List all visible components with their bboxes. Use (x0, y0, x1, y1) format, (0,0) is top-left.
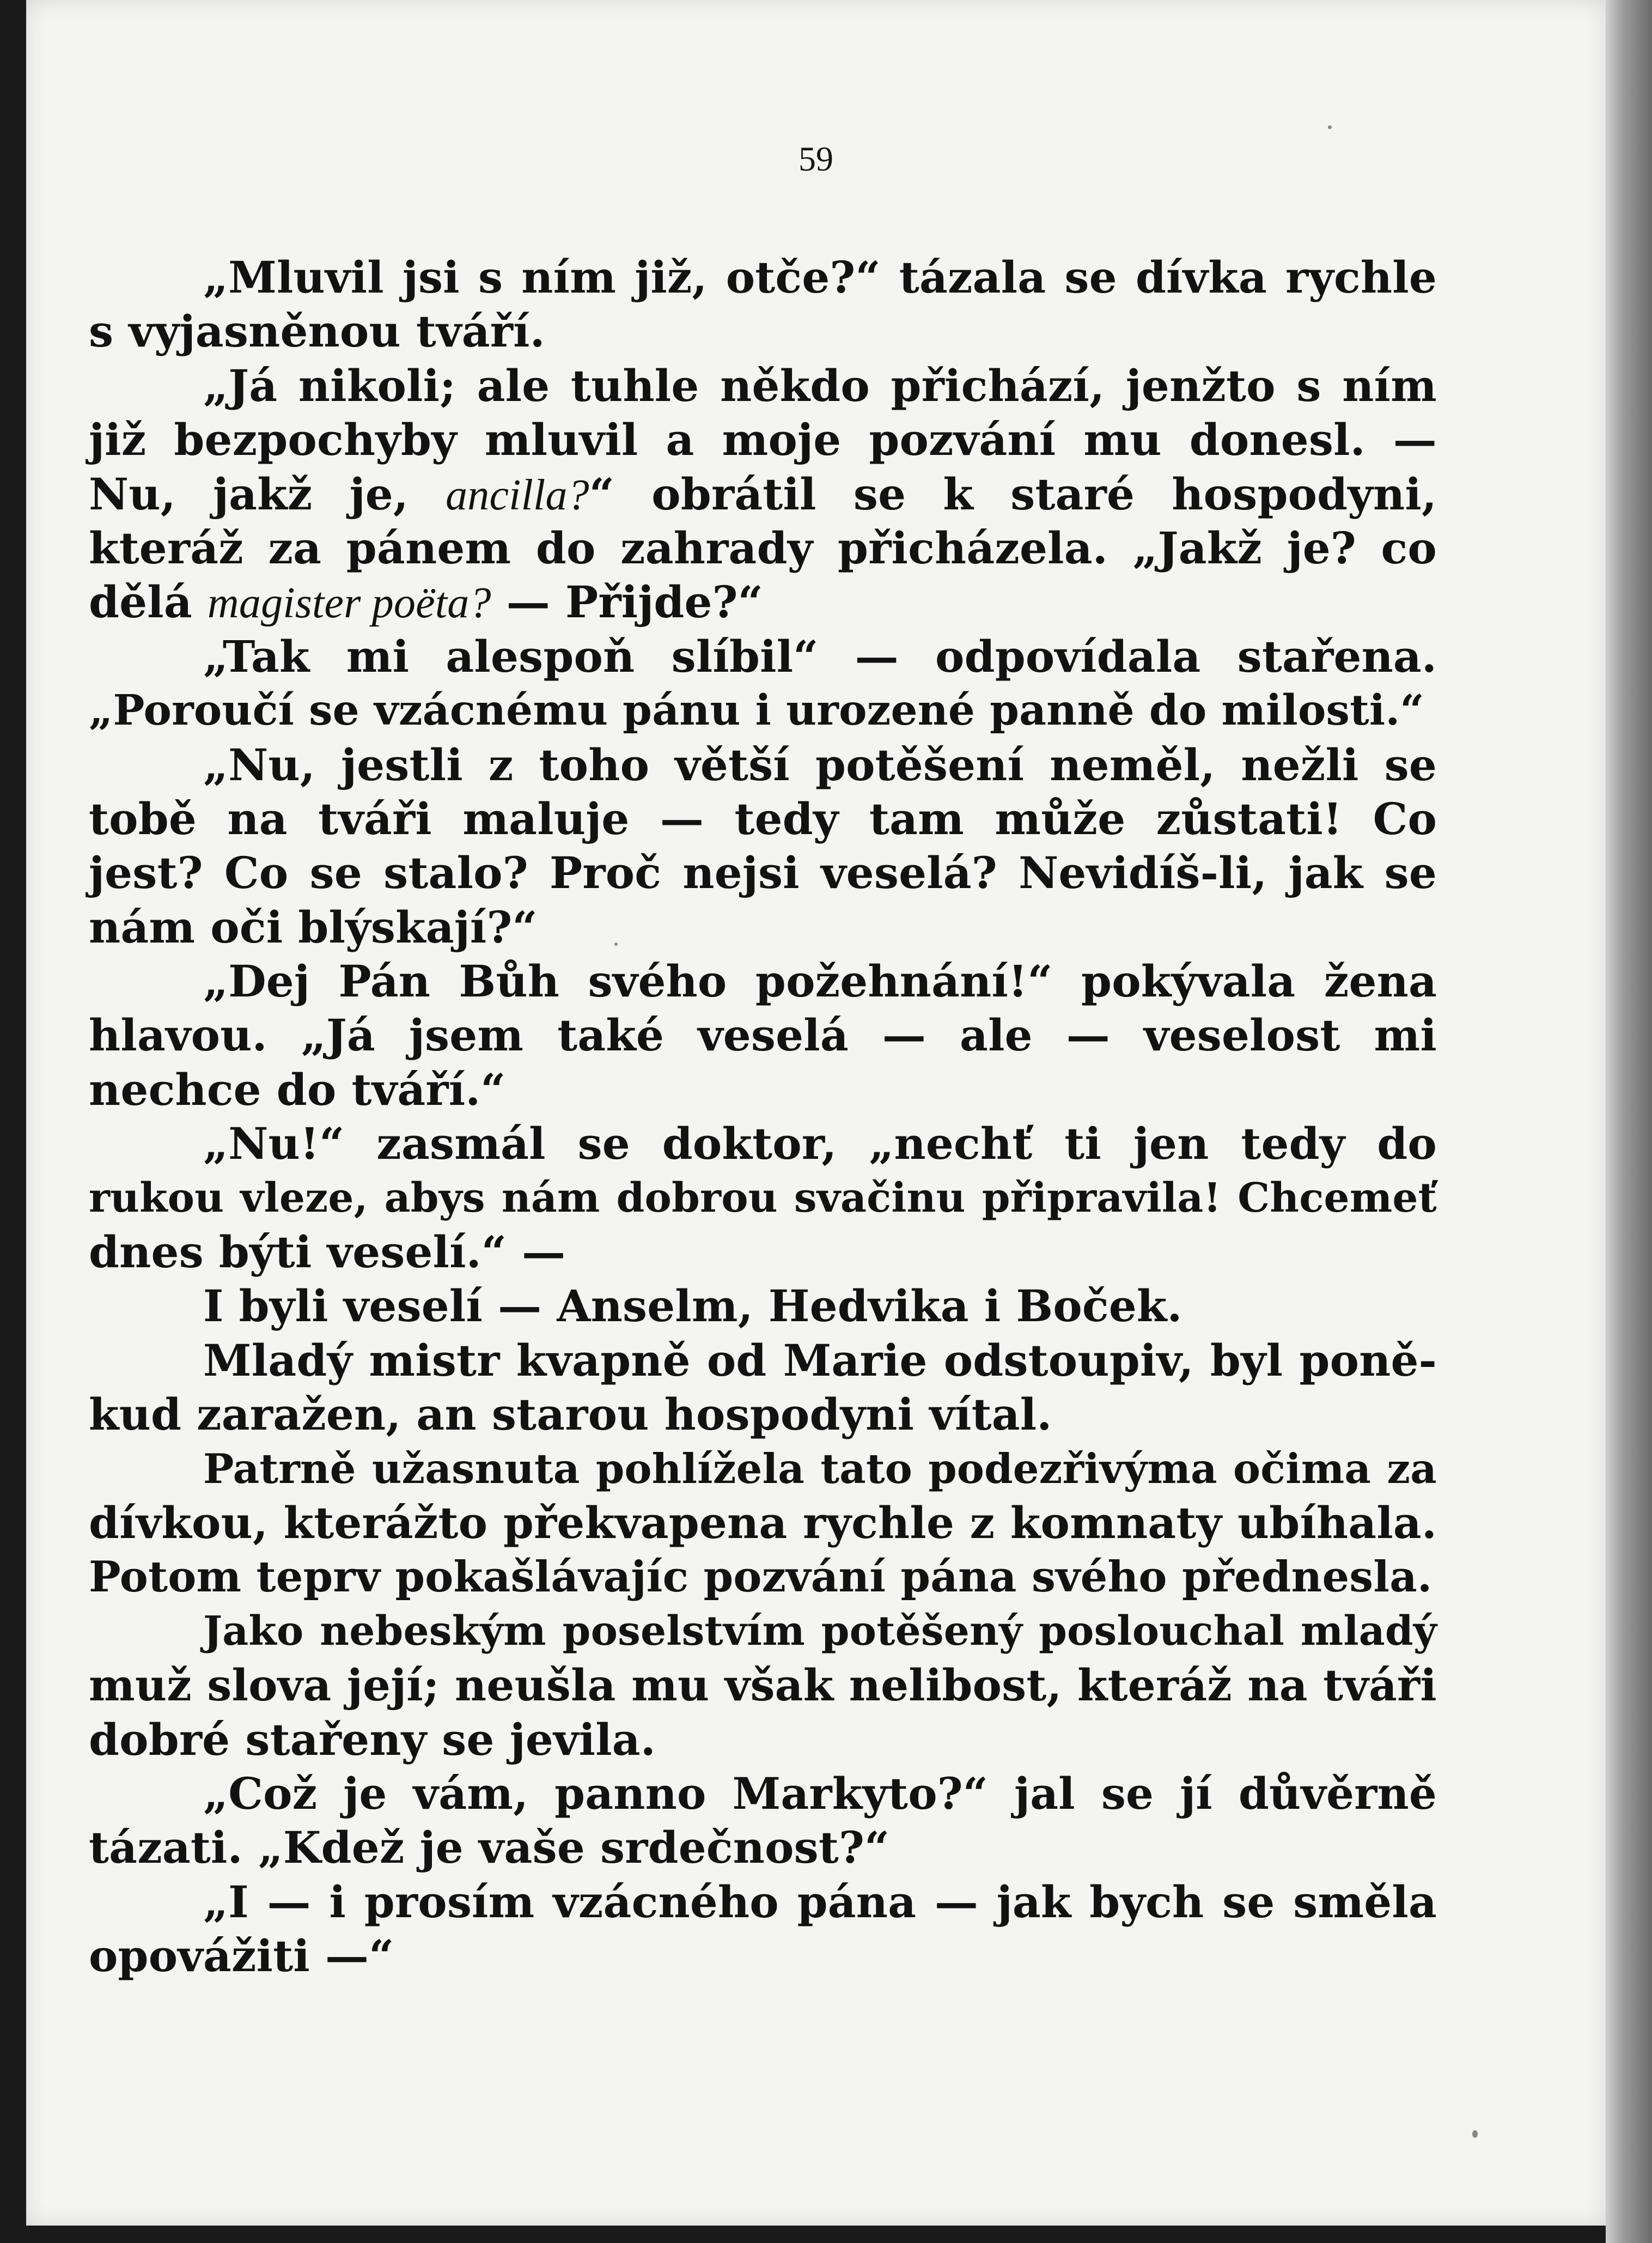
text-line: kteráž za pánem do zahrady přicházela. „Jakž je? co (89, 522, 1437, 574)
text-line: tobě na tváři maluje — tedy tam může zůstati! Co (89, 793, 1437, 844)
page-edge (1606, 0, 1652, 2243)
text-line: rukou vleze, abys nám dobrou svačinu připravila! Chcemeť (89, 1174, 1437, 1221)
text-line: dobré stařeny se jevila. (89, 1713, 656, 1765)
text-line: „Mluvil jsi s ním již, otče?“ tázala se dívka rychle (203, 252, 1437, 303)
text-segment: Nu, jakž je, (89, 468, 446, 520)
book-page (26, 0, 1606, 2226)
print-speck (1472, 2130, 1478, 2138)
text-line: s vyjasněnou tváří. (89, 306, 545, 357)
text-line: Jako nebeským poselstvím potěšený poslouchal mladý (203, 1607, 1437, 1655)
text-line: muž slova její; neušla mu však nelibost, kteráž na tváři (89, 1660, 1437, 1711)
text-line: „Což je vám, panno Markyto?“ jal se jí důvěrně (203, 1767, 1437, 1819)
body-text (89, 251, 1437, 1984)
text-line: „Poroučí se vzácnému pánu i urozené panně do milosti.“ (89, 686, 1424, 735)
text-line: nechce do tváří.“ (89, 1063, 506, 1115)
print-speck (1328, 125, 1332, 129)
text-line: tázati. „Kdež je vaše srdečnost?“ (89, 1822, 890, 1874)
text-line: I byli veselí — Anselm, Hedvika i Boček. (203, 1280, 1182, 1332)
text-line: již bezpochyby mluvil a moje pozvání mu donesl. — (89, 414, 1437, 466)
page-number: 59 (798, 139, 833, 178)
text-line: dnes býti veselí.“ — (89, 1226, 566, 1278)
text-line: dívkou, kterážto překvapena rychle z komnaty ubíhala. (89, 1497, 1437, 1548)
text-line: jest? Co se stalo? Proč nejsi veselá? Nevidíš-li, jak se (89, 847, 1437, 899)
text-line: hlavou. „Já jsem také veselá — ale — veselost mi (89, 1010, 1437, 1061)
text-line (89, 467, 1437, 521)
text-line: nám oči blýskají?“ (89, 901, 538, 953)
text-line: „Nu, jestli z toho větší potěšení neměl, nežli se (203, 739, 1437, 791)
text-line: „Nu!“ zasmál se doktor, „nechť ti jen tedy do (203, 1118, 1437, 1170)
text-segment: “ obrátil se k staré hospodyni, (589, 468, 1437, 520)
print-speck (614, 943, 618, 946)
text-line (89, 575, 1437, 629)
text-line: kud zaražen, an starou hospodyni vítal. (89, 1389, 1052, 1440)
text-line: opovážiti —“ (89, 1930, 394, 1982)
text-line: Potom teprv pokašlávajíc pozvání pána svého přednesla. (89, 1552, 1432, 1602)
text-line: „Já nikoli; ale tuhle někdo přichází, jenžto s ním (203, 360, 1437, 411)
text-segment: dělá (89, 576, 208, 628)
latin-phrase: ancilla? (446, 471, 589, 519)
text-line: „I — i prosím vzácného pána — jak bych se směla (203, 1876, 1437, 1928)
text-line: Patrně užasnuta pohlížela tato podezřivýma očima za (203, 1444, 1437, 1493)
text-line: Mladý mistr kvapně od Marie odstoupiv, byl poně- (203, 1334, 1437, 1386)
text-line: „Dej Pán Bůh svého požehnání!“ pokývala žena (203, 956, 1437, 1007)
text-line: „Tak mi alespoň slíbil“ — odpovídala stařena. (203, 630, 1437, 682)
text-segment: — Přijde?“ (491, 576, 763, 628)
latin-phrase: magister poëta? (207, 579, 491, 628)
